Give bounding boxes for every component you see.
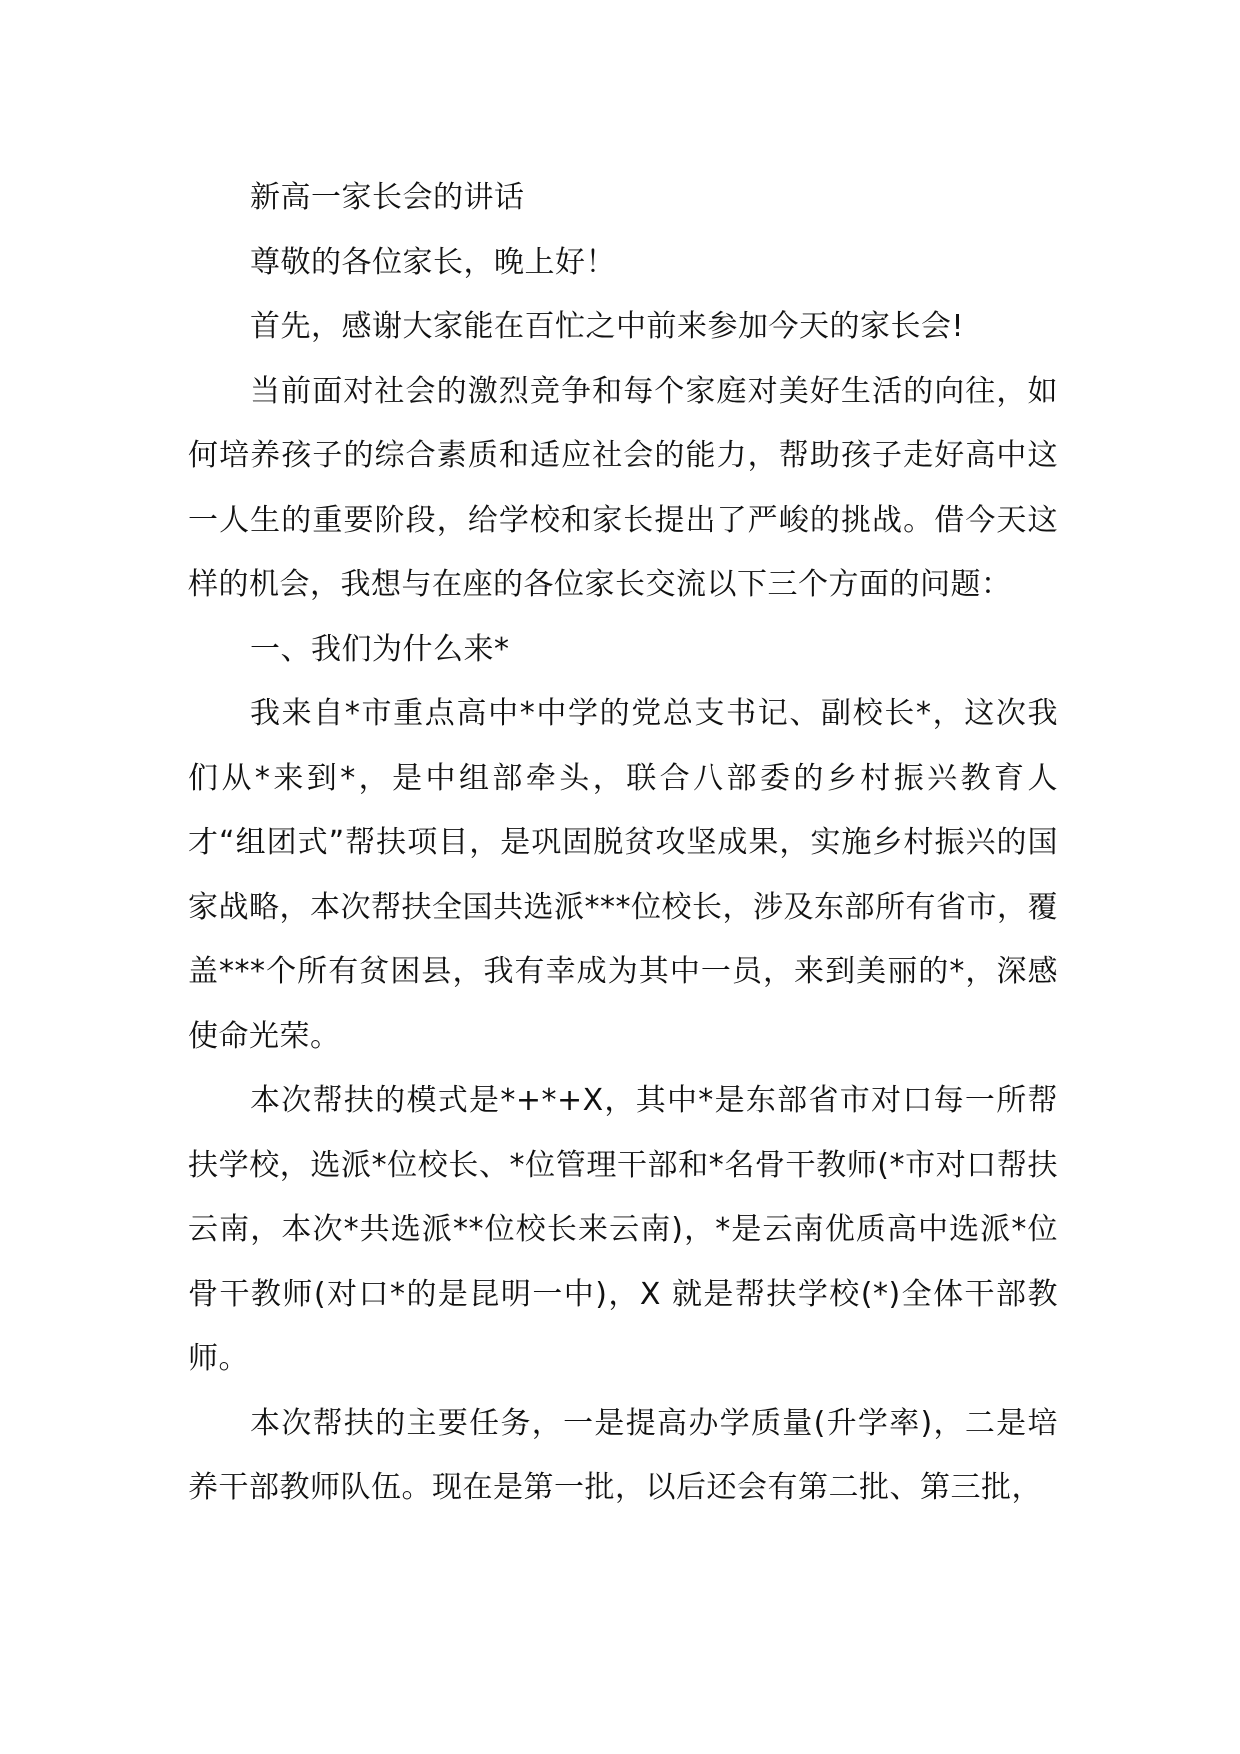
paragraph-model: 本次帮扶的模式是*+*+X，其中*是东部省市对口每一所帮扶学校，选派*位校长、*位管理干部和*名骨干教师(*市对口帮扶云南，本次*共选派**位校长来云南)，*是云南优质高中选派*位骨干教师(对口*的是昆明一中)，X 就是帮扶学校(*)全体干部教师。 [188,1083,1058,1376]
paragraph-thanks: 首先，感谢大家能在百忙之中前来参加今天的家长会! [250,309,965,344]
section-heading-1: 一、我们为什么来* [250,631,510,667]
document-title: 新高一家长会的讲话 [250,180,525,215]
paragraph-background: 我来自*市重点高中*中学的党总支书记、副校长*，这次我们从*来到*，是中组部牵头，联合八部委的乡村振兴教育人才“组团式”帮扶项目，是巩固脱贫攻坚成果，实施乡村振兴的国家战略，本次帮扶全国共选派***位校长，涉及东部所有省市，覆盖***个所有贫困县，我有幸成为其中一员，来到美丽的*，深感使命光荣。 [188,696,1058,1054]
paragraph-tasks: 本次帮扶的主要任务，一是提高办学质量(升学率)，二是培养干部教师队伍。现在是第一批，以后还会有第二批、第三批， [188,1405,1058,1505]
paragraph-introduction: 当前面对社会的激烈竞争和每个家庭对美好生活的向往，如何培养孩子的综合素质和适应社会的能力，帮助孩子走好高中这一人生的重要阶段，给学校和家长提出了严峻的挑战。借今天这样的机会，我想与在座的各位家长交流以下三个方面的问题： [188,373,1058,602]
paragraph-greeting: 尊敬的各位家长，晚上好！ [250,244,616,280]
document-body [188,166,1058,1521]
